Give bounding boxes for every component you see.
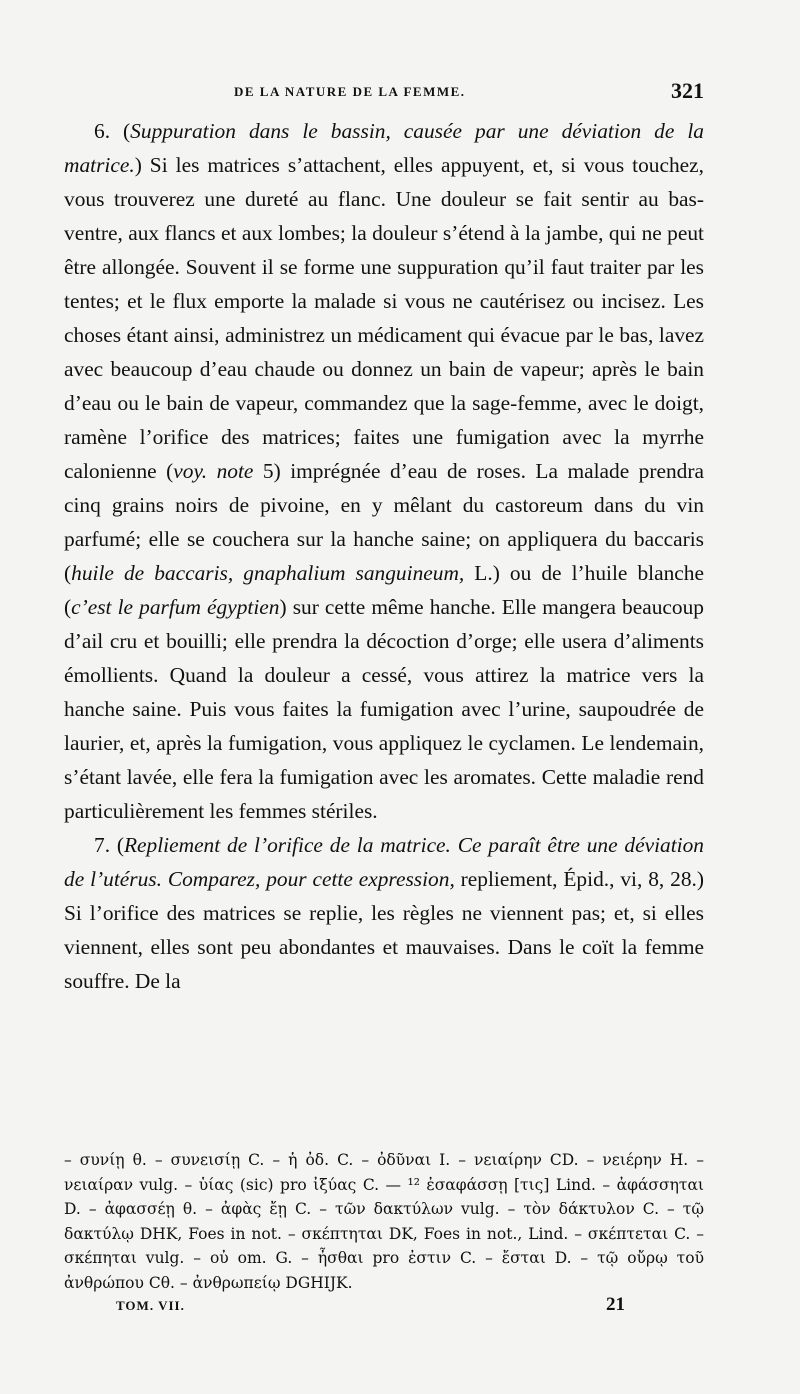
page-header	[64, 78, 704, 108]
paragraph-heading: Repliement de l’orifice de la matrice. Ce paraît être une déviation de l’utérus. Comparez, pour cette expression,	[64, 833, 704, 891]
paragraph-heading: Suppuration dans le bassin, causée par une déviation de la matrice.	[64, 119, 705, 177]
note-reference: voy. note	[173, 459, 254, 483]
paragraph-text: L.) ou de l’huile blanche (	[64, 561, 704, 619]
paragraph-number: 7. (	[94, 833, 124, 857]
page-footer	[116, 1294, 636, 1324]
signature-number: 21	[606, 1294, 625, 1315]
paragraph-text: ) Si les matrices s’attachent, elles appuyent, et, si vous touchez, vous trouverez une dureté au flanc. Une douleur se fait sentir au bas-ventre, aux flancs et aux lombes; la douleur s’étend à la jambe, qui ne peut être allongée. Souvent il se forme une suppuration qu’il faut traiter par les tentes; et le flux emporte la malade si vous ne cautérisez ou incisez. Les choses étant ainsi, administrez un médicament qui évacue par le bas, lavez avec beaucoup d’eau chaude ou donnez un bain de vapeur; après le bain d’eau ou le bain de vapeur, commandez que la sage-femme, avec le doigt, ramène l’orifice des matrices; faites une fumigation avec la myrrhe calonienne (	[64, 153, 704, 483]
italic-gloss: huile de baccaris, gnaphalium sanguineum,	[71, 561, 465, 585]
paragraph-text: repliement, Épid., vi, 8, 28.) Si l’orifice des matrices se replie, les règles ne viennent pas; et, si elles viennent, elles sont peu abondantes et mauvaises. Dans le coït la femme souffre. De la	[64, 867, 704, 993]
page-number: 321	[671, 78, 704, 103]
paragraph-text: 5) imprégnée d’eau de roses. La malade prendra cinq grains noirs de pivoine, en y mêlant du castoreum dans du vin parfumé; elle se couchera sur la hanche saine; on appliquera du baccaris (	[64, 459, 704, 585]
critical-apparatus: – συνίῃ θ. – συνεισίῃ C. – ἡ ὀδ. C. – ὀδῦναι I. – νειαίρην CD. – νειέρην H. – νειαίραν vulg. – ὑίας (sic) pro ἰξύας C. — ¹² ἐσαφάσσῃ [τις] Lind. – ἀφάσσηται D. – ἀφασσέῃ θ. – ἀφὰς ἔῃ C. – τῶν δακτύλων vulg. – τὸν δάκτυλον C. – τῷ δακτύλῳ DHK, Foes in not. – σκέπτηται DK, Foes in not., Lind. – σκέπτεται C. – σκέπηται vulg. – οὐ om. G. – ἦσθαι pro ἐστιν C. – ἔσται D. – τῷ οὔρῳ τοῦ ἀνθρώπου Cθ. – ἀνθρωπείῳ DGHIJK.	[64, 1151, 704, 1292]
italic-gloss: c’est le parfum égyptien	[71, 595, 280, 619]
volume-signature: TOM. VII.	[116, 1298, 185, 1313]
paragraph-number: 6. (	[94, 119, 131, 143]
main-text	[64, 114, 704, 998]
running-title: DE LA NATURE DE LA FEMME.	[234, 84, 466, 99]
paragraph-text: ) sur cette même hanche. Elle mangera beaucoup d’ail cru et bouilli; elle prendra la décoction d’orge; elle usera d’aliments émollients. Quand la douleur a cessé, vous attirez la matrice vers la hanche saine. Puis vous faites la fumigation avec l’urine, saupoudrée de laurier, et, après la fumigation, vous appliquez le cyclamen. Le lendemain, s’étant lavée, elle fera la fumigation avec les aromates. Cette maladie rend particulièrement les femmes stériles.	[64, 595, 704, 823]
paragraph-6	[64, 114, 704, 828]
paragraph-7	[64, 828, 704, 998]
